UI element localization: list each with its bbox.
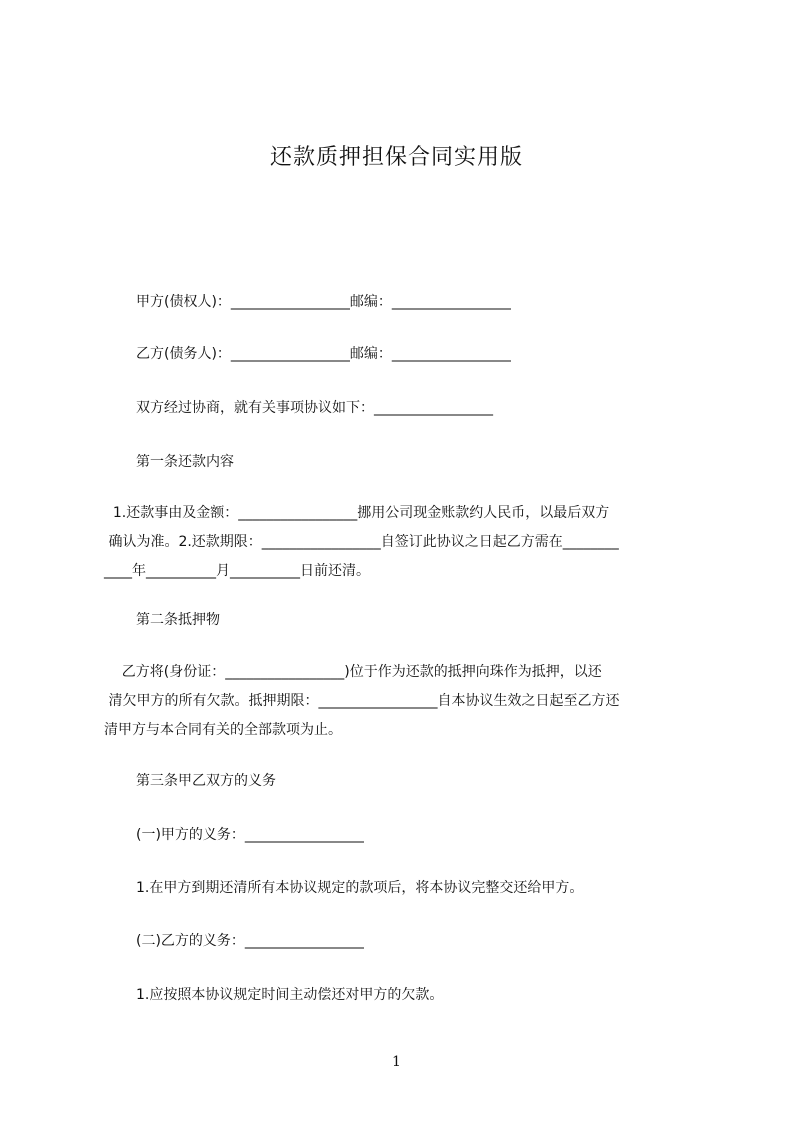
article-1-heading: 第一条还款内容	[136, 454, 234, 470]
article-1-line-3: ____年__________月__________日前还清。	[104, 563, 370, 579]
party-a-line: 甲方(债权人)：_________________邮编：_________________	[136, 294, 511, 310]
article-2-line-2: 清欠甲方的所有欠款。抵押期限：_________________自本协议生效之日起至乙方还	[104, 693, 620, 709]
article-2-line-3: 清甲方与本合同有关的全部款项为止。	[104, 722, 342, 738]
article-1-body	[104, 499, 704, 586]
party-b-duty-heading: (二)乙方的义务：_________________	[136, 933, 364, 949]
article-1-line-2: 确认为准。2.还款期限：_________________自签订此协议之日起乙方需在________	[104, 534, 619, 550]
article-3-heading: 第三条甲乙双方的义务	[136, 773, 276, 789]
party-b-duty-item: 1.应按照本协议规定时间主动偿还对甲方的欠款。	[136, 987, 444, 1003]
party-a-duty-heading: (一)甲方的义务：_________________	[136, 827, 364, 843]
party-b-line: 乙方(债务人)：_________________邮编：_________________	[136, 346, 511, 362]
agreement-line: 双方经过协商，就有关事项协议如下：_________________	[136, 400, 493, 416]
article-2-heading: 第二条抵押物	[136, 612, 220, 628]
article-1-line-1: 1.还款事由及金额：_________________挪用公司现金账款约人民币，以最后双方	[104, 505, 610, 521]
page-number: 1	[392, 1054, 401, 1070]
party-a-duty-item: 1.在甲方到期还清所有本协议规定的款项后，将本协议完整交还给甲方。	[136, 880, 584, 896]
document-title: 还款质押担保合同实用版	[269, 145, 523, 170]
article-2-body	[104, 658, 704, 745]
article-2-line-1: 乙方将(身份证：_________________)位于作为还款的抵押向珠作为抵押，以还	[104, 664, 602, 680]
